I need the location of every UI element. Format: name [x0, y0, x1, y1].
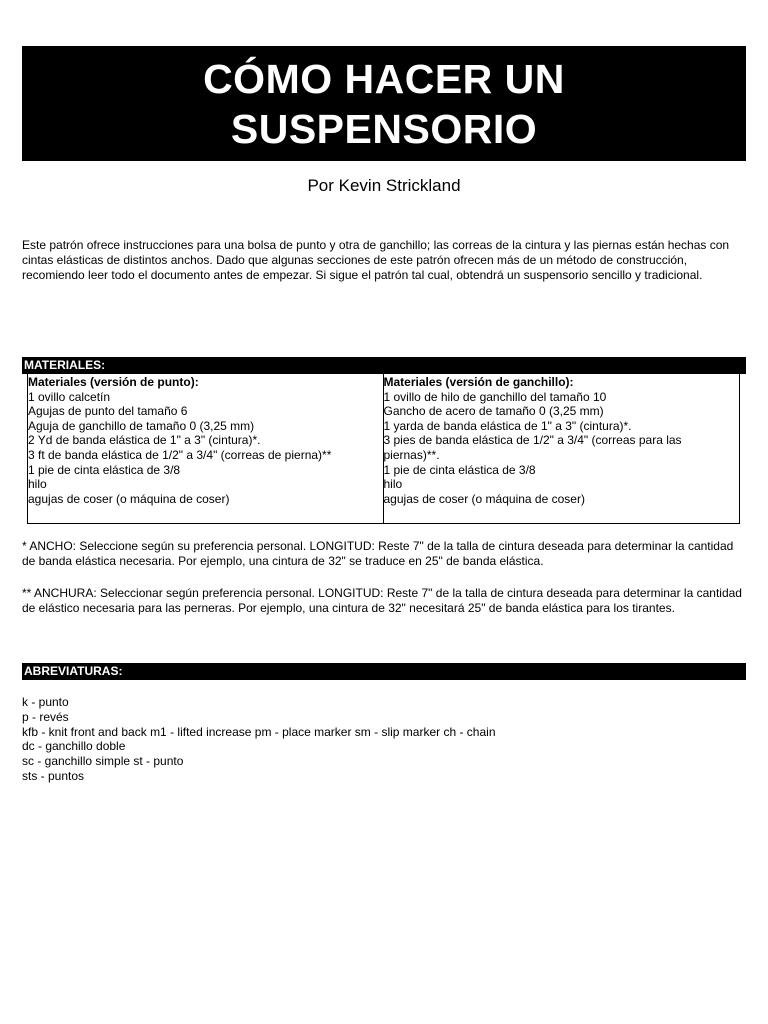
- materials-crochet-item: Gancho de acero de tamaño 0 (3,25 mm): [383, 404, 604, 419]
- materials-crochet-item: hilo: [383, 477, 403, 492]
- intro-paragraph: Este patrón ofrece instrucciones para una bolsa de punto y otra de ganchillo; las correas de la cintura y las piernas están hechas con cintas elásticas de distintos anchos. Dado que algunas secciones de este patrón ofrecen más de un método de construcción, recomiendo leer todo el documento antes de empezar. Si sigue el patrón tal cual, obtendrá un suspensorio sencillo y tradicional.: [22, 238, 730, 282]
- materials-table: [27, 373, 740, 524]
- materials-knit-item: 2 Yd de banda elástica de 1" a 3" (cintura)*.: [28, 433, 261, 448]
- abbreviation-item: k - punto: [22, 695, 69, 709]
- materials-crochet-item: 1 ovillo de hilo de ganchillo del tamaño 10: [383, 389, 607, 404]
- author-byline: Por Kevin Strickland: [307, 176, 461, 195]
- abbreviation-item: sc - ganchillo simple st - punto: [22, 754, 184, 769]
- page-title: [22, 46, 746, 161]
- materials-crochet-heading: Materiales (versión de ganchillo):: [383, 375, 574, 389]
- materials-crochet-item: 3 pies de banda elástica de 1/2" a 3/4" (correas para las piernas)**.: [383, 433, 682, 462]
- materials-crochet-column: [384, 374, 740, 523]
- title-line-1: CÓMO HACER UN: [203, 56, 565, 102]
- materials-knit-heading: Materiales (versión de punto):: [28, 375, 199, 389]
- materials-knit-item: hilo: [28, 477, 47, 492]
- abbreviation-item: kfb - knit front and back m1 - lifted increase pm - place marker sm - slip marker ch - chain: [22, 724, 496, 739]
- abbreviation-item: dc - ganchillo doble: [22, 739, 126, 754]
- materials-knit-item: 1 ovillo calcetín: [28, 389, 111, 404]
- materials-knit-item: Agujas de punto del tamaño 6: [28, 404, 188, 419]
- materials-crochet-item: 1 yarda de banda elástica de 1" a 3" (cintura)*.: [383, 418, 632, 433]
- title-line-2: SUSPENSORIO: [230, 106, 538, 152]
- abbreviation-item: sts - puntos: [22, 768, 85, 783]
- materials-crochet-item: 1 pie de cinta elástica de 3/8: [383, 462, 536, 477]
- footnote-waist: * ANCHO: Seleccione según su preferencia personal. LONGITUD: Reste 7" de la talla de cintura deseada para determinar la cantidad de banda elástica necesaria. Por ejemplo, una cintura de 32" se traduce en 25" de banda elástica.: [22, 539, 734, 568]
- footnote-legs: ** ANCHURA: Seleccionar según preferencia personal. LONGITUD: Reste 7" de la talla de cintura deseada para determinar la cantidad de elástico necesaria para las perneras. Por ejemplo, una cintura de 32" necesitará 25" de banda elástica para los tirantes.: [22, 586, 742, 615]
- materials-section-header: MATERIALES:: [22, 357, 746, 374]
- abbreviations-list: [22, 695, 746, 784]
- materials-knit-item: 1 pie de cinta elástica de 3/8: [28, 462, 181, 477]
- materials-knit-column: [28, 374, 384, 523]
- materials-crochet-item: agujas de coser (o máquina de coser): [383, 491, 585, 506]
- abbreviation-item: p - revés: [22, 709, 69, 724]
- materials-knit-item: agujas de coser (o máquina de coser): [28, 491, 230, 506]
- materials-knit-item: 3 ft de banda elástica de 1/2" a 3/4" (correas de pierna)**: [28, 447, 332, 462]
- abbreviations-section-header: ABREVIATURAS:: [22, 663, 746, 680]
- materials-knit-item: Aguja de ganchillo de tamaño 0 (3,25 mm): [28, 418, 255, 433]
